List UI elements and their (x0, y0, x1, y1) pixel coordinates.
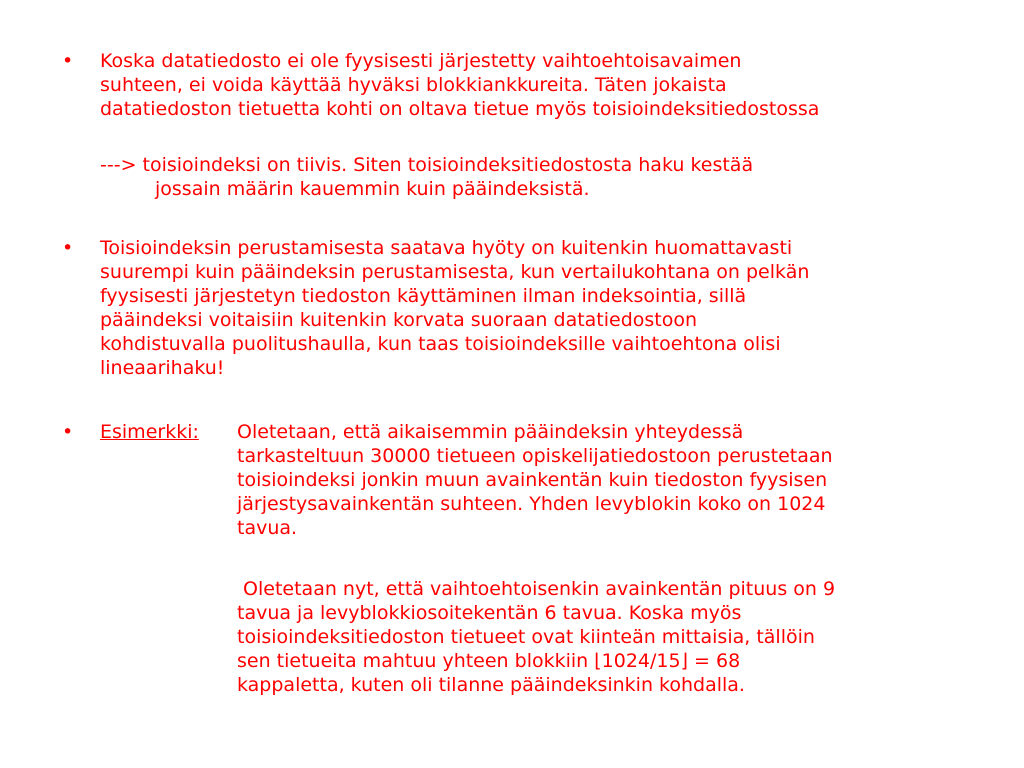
example-paragraph-1: Oletetaan, että aikaisemmin pääindeksin yhteydessä tarkasteltuun 30000 tietueen opiskelijatiedostoon perustetaan toisioindeksi jonkin muun avainkentän kuin tiedoston fyysisen järjestysavainkentän suhteen. Yhden levyblokin koko on 1024 tavua. (237, 421, 833, 539)
example-label: Esimerkki: (100, 421, 199, 443)
bullet-text-1: Koska datatiedosto ei ole fyysisesti järjestetty vaihtoehtoisavaimen suhteen, ei voida käyttää hyväksi blokkiankkureita. Täten jokaista datatiedoston tietuetta kohti on oltava tietue myös toisioindeksitiedostossa (100, 50, 820, 120)
bullet-text-2: Toisioindeksin perustamisesta saatava hyöty on kuitenkin huomattavasti suurempi kuin pääindeksin perustamisesta, kun vertailukohtana on pelkän fyysisesti järjestetyn tiedoston käyttäminen ilman indeksointia, sillä pääindeksi voitaisiin kuitenkin korvata suoraan datatiedostoon kohdistuvalla puolitushaulla, kun taas toisioindeksille vaihtoehtona olisi lineaarihaku! (100, 237, 810, 379)
example-paragraph-2: Oletetaan nyt, että vaihtoehtoisenkin avainkentän pituus on 9 tavua ja levyblokkiosoitekentän 6 tavua. Koska myös toisioindeksitiedoston tietueet ovat kiinteän mittaisia, tällöin sen tietueita mahtuu yhteen blokkiin ⌊1024/15⌋ = 68 kappaletta, kuten oli tilanne pääindeksinkin kohdalla. (237, 578, 836, 696)
bullet-marker-2: • (62, 237, 74, 259)
bullet-marker-3: • (62, 421, 74, 443)
arrow-note: ---> toisioindeksi on tiivis. Siten toisioindeksitiedostosta haku kestää jossain määrin kauemmin kuin pääindeksistä. (100, 154, 754, 200)
bullet-marker-1: • (62, 50, 74, 72)
